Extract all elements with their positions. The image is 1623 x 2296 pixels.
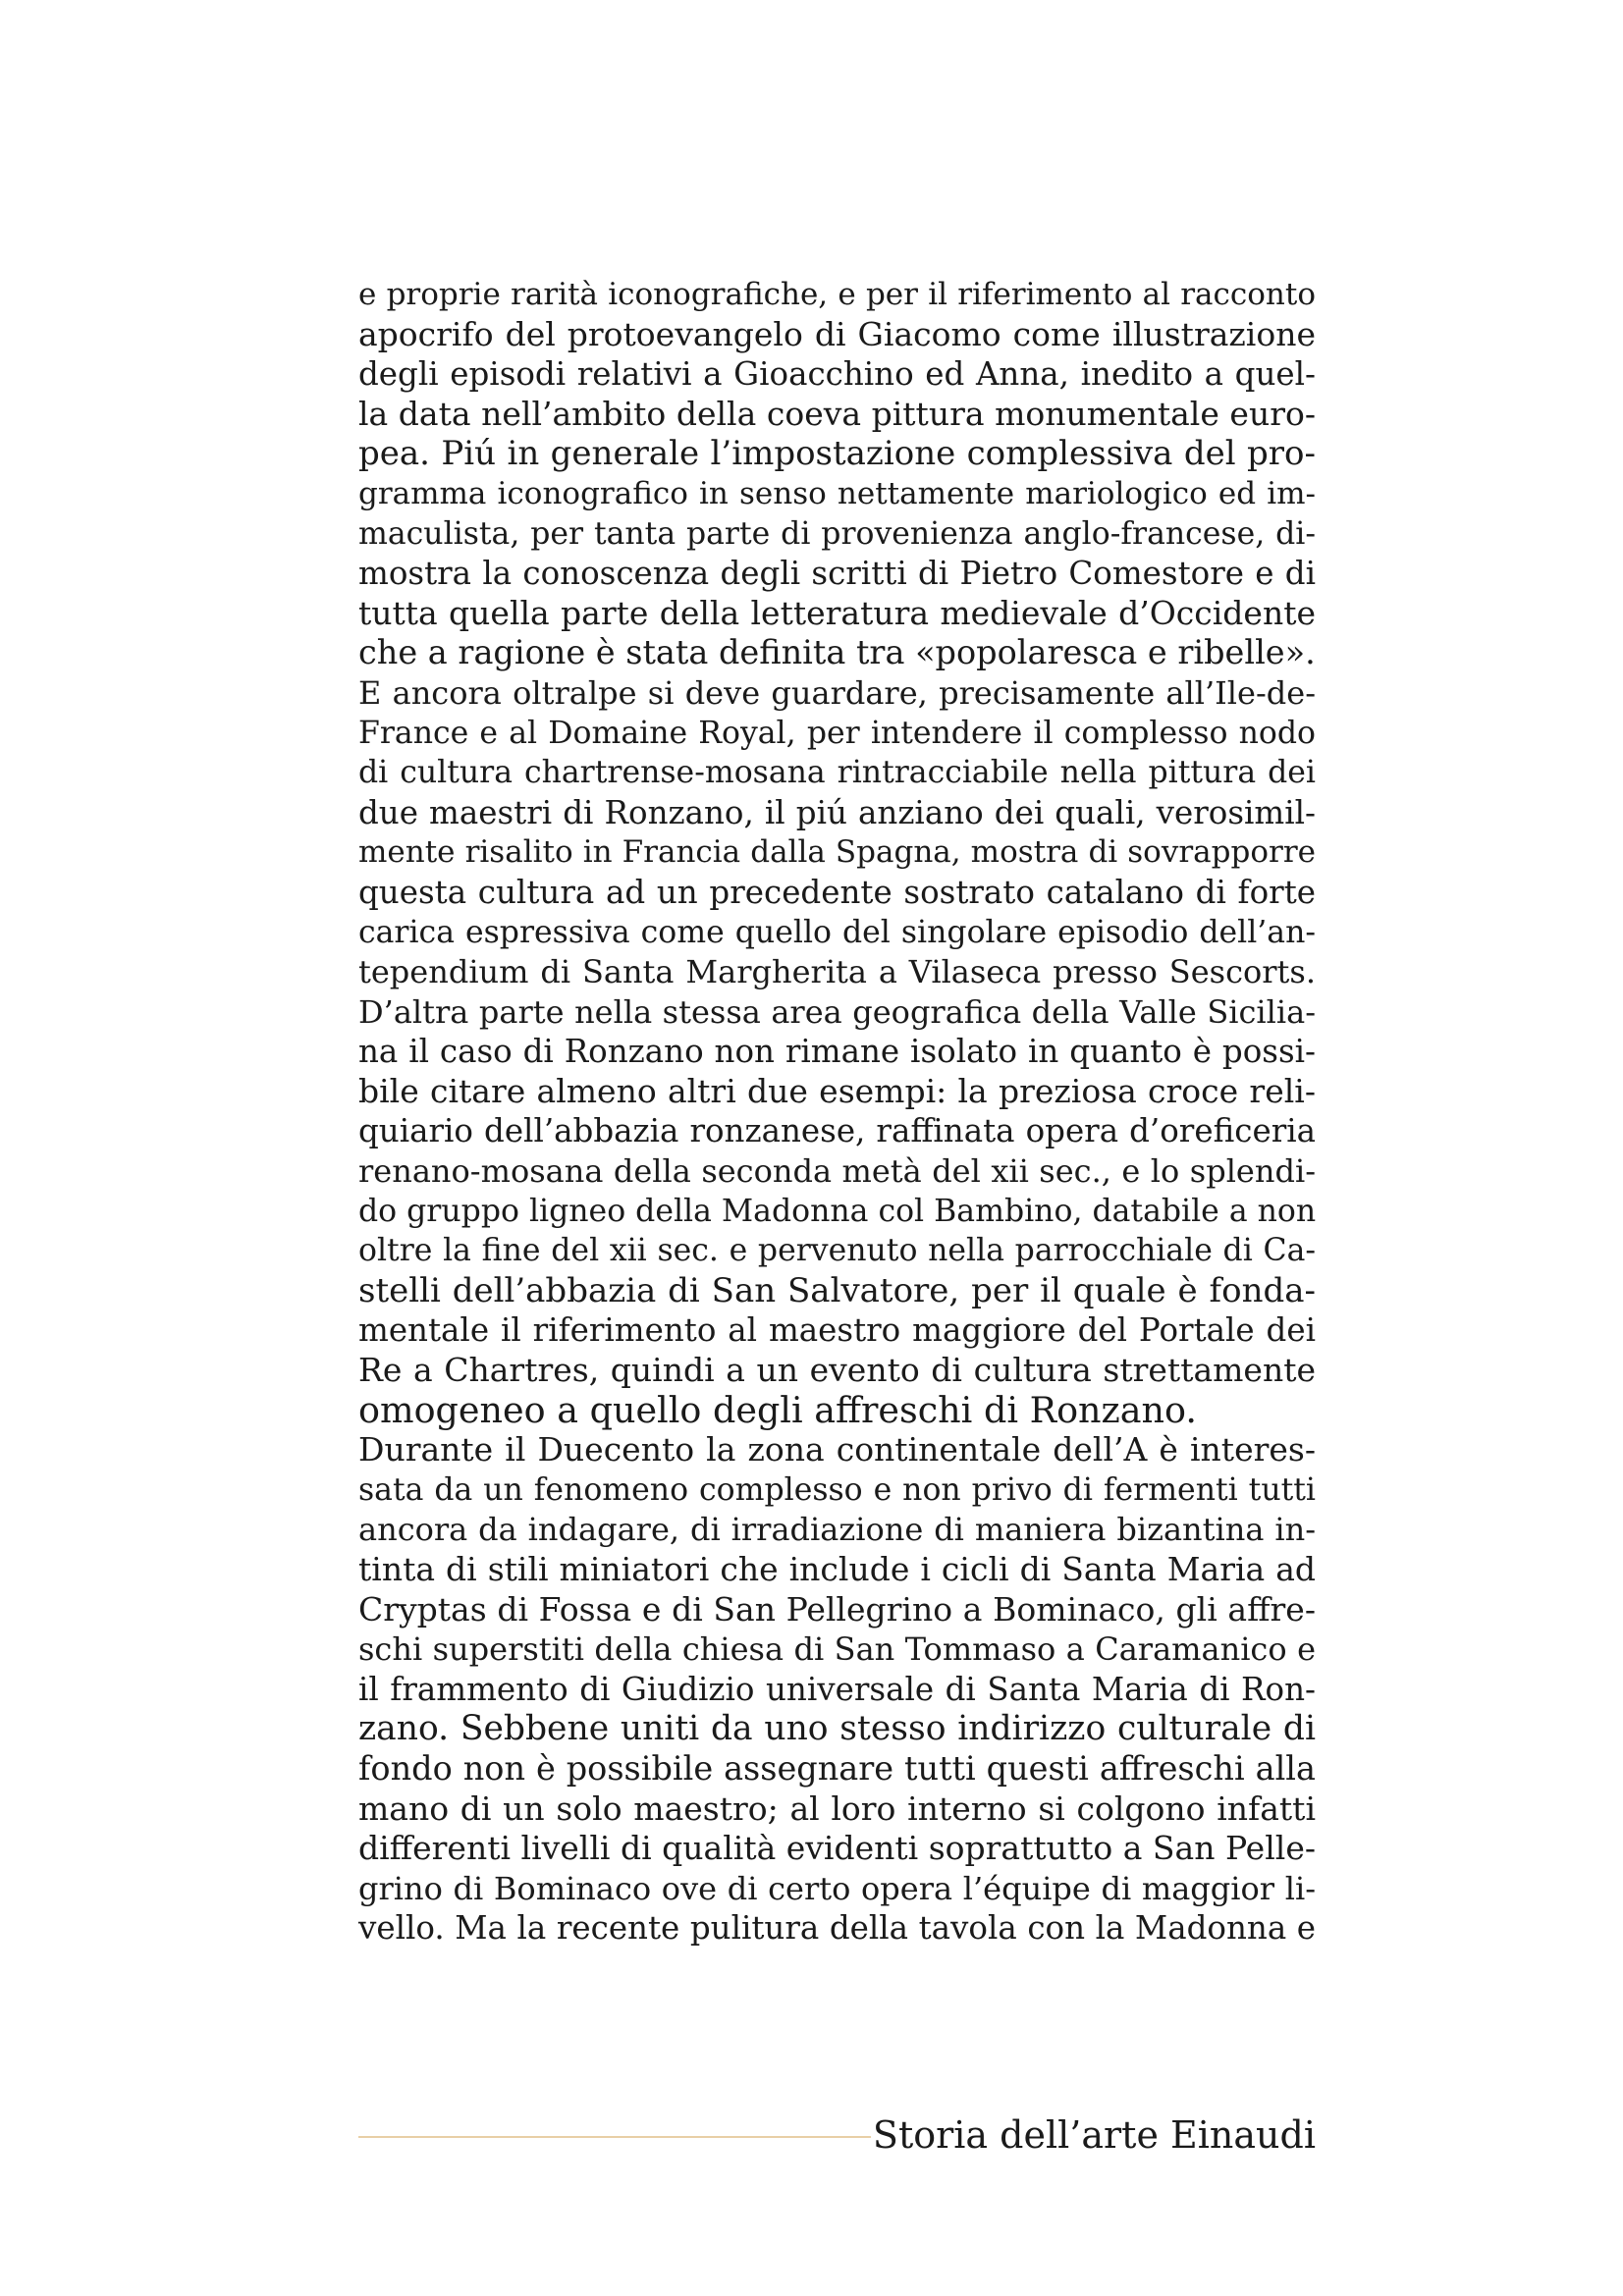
text-line: mostra la conoscenza degli scritti di Pietro Comestore e di xyxy=(358,555,1316,593)
text-line: zano. Sebbene uniti da uno stesso indirizzo culturale di xyxy=(358,1709,1316,1749)
text-line: E ancora oltralpe si deve guardare, precisamente all’Ile-de- xyxy=(358,673,1316,712)
text-line: mente risalito in Francia dalla Spagna, mostra di sovrapporre xyxy=(358,834,1316,871)
text-line: stelli dell’abbazia di San Salvatore, per il quale è fonda- xyxy=(358,1270,1316,1310)
text-line: questa cultura ad un precedente sostrato catalano di forte xyxy=(358,873,1316,911)
text-line: na il caso di Ronzano non rimane isolato in quanto è possi- xyxy=(358,1033,1316,1071)
text-line: carica espressiva come quello del singolare episodio dell’an- xyxy=(358,914,1316,950)
text-line: gramma iconografico in senso nettamente mariologico ed im- xyxy=(358,475,1316,511)
text-line: due maestri di Ronzano, il piú anziano dei quali, verosimil- xyxy=(358,793,1316,831)
text-line: di cultura chartrense-mosana rintracciabile nella pittura dei xyxy=(358,755,1316,791)
text-line: quiario dell’abbazia ronzanese, raffinata opera d’oreficeria xyxy=(358,1112,1316,1150)
page-footer xyxy=(358,2110,1316,2160)
text-line: grino di Bominaco ove di certo opera l’équipe di maggior li- xyxy=(358,1869,1316,1907)
text-line: do gruppo ligneo della Madonna col Bambino, databile a non xyxy=(358,1193,1317,1229)
text-line: oltre la fine del xii sec. e pervenuto nella parrocchiale di Ca- xyxy=(358,1233,1316,1269)
text-line: pea. Piú in generale l’impostazione complessiva del pro- xyxy=(358,434,1316,474)
text-line: vello. Ma la recente pulitura della tavola con la Madonna e xyxy=(358,1909,1316,1948)
text-line: bile citare almeno altri due esempi: la preziosa croce reli- xyxy=(358,1071,1316,1110)
text-line: tinta di stili miniatori che include i cicli di Santa Maria ad xyxy=(358,1550,1316,1588)
text-line: tutta quella parte della letteratura medievale d’Occidente xyxy=(358,593,1316,632)
text-line: sata da un fenomeno complesso e non privo di fermenti tutti xyxy=(358,1471,1316,1508)
text-line: Re a Chartres, quindi a un evento di cultura strettamente xyxy=(358,1351,1316,1390)
text-line: la data nell’ambito della coeva pittura monumentale euro- xyxy=(358,394,1316,433)
footer-rule xyxy=(358,2136,871,2138)
text-line: differenti livelli di qualità evidenti soprattutto a San Pelle- xyxy=(358,1829,1316,1868)
text-line: France e al Domaine Royal, per intendere il complesso nodo xyxy=(358,715,1316,751)
text-line: ancora da indagare, di irradiazione di maniera bizantina in- xyxy=(358,1511,1316,1549)
text-line: D’altra parte nella stessa area geografica della Valle Sicilia- xyxy=(358,992,1316,1031)
text-line: che a ragione è stata definita tra «popolaresca e ribelle». xyxy=(358,633,1316,672)
text-line: maculista, per tanta parte di provenienza anglo-francese, di- xyxy=(358,515,1316,552)
text-line: renano-mosana della seconda metà del xii sec., e lo splendi- xyxy=(358,1152,1316,1191)
text-line: fondo non è possibile assegnare tutti questi affreschi alla xyxy=(358,1748,1316,1788)
text-line: mano di un solo maestro; al loro interno si colgono infatti xyxy=(358,1789,1316,1828)
text-line: Durante il Duecento la zona continentale dell’A è interes- xyxy=(358,1430,1316,1469)
text-line: omogeneo a quello degli affreschi di Ronzano. xyxy=(358,1388,1197,1431)
text-line: tependium di Santa Margherita a Vilaseca presso Sescorts. xyxy=(358,953,1316,991)
text-line: degli episodi relativi a Gioacchino ed Anna, inedito a quel- xyxy=(358,355,1316,394)
text-line: schi superstiti della chiesa di San Tommaso a Caramanico e xyxy=(358,1630,1316,1669)
body-text xyxy=(358,275,1316,1949)
text-line: il frammento di Giudizio universale di Santa Maria di Ron- xyxy=(358,1670,1316,1708)
text-line: e proprie rarità iconografiche, e per il riferimento al racconto xyxy=(358,277,1316,312)
text-line: mentale il riferimento al maestro maggiore del Portale dei xyxy=(358,1311,1316,1350)
text-line: apocrifo del protoevangelo di Giacomo come illustrazione xyxy=(358,314,1316,353)
footer-publication-title: Storia dell’arte Einaudi xyxy=(872,2113,1316,2157)
text-line: Cryptas di Fossa e di San Pellegrino a Bominaco, gli affre- xyxy=(358,1589,1316,1629)
